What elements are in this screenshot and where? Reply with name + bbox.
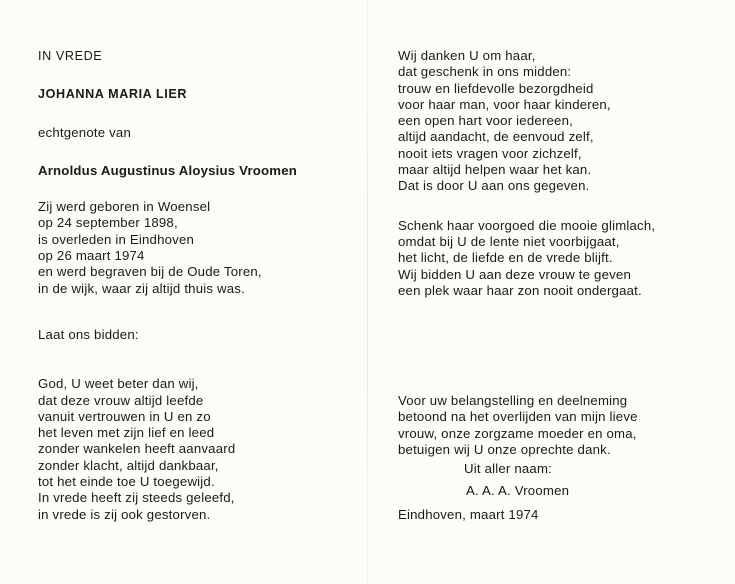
thanks-line: betoond na het overlijden van mijn lieve bbox=[398, 409, 638, 425]
poem-line: Schenk haar voorgoed die mooie glimlach, bbox=[398, 217, 656, 233]
poem-line: omdat bij U de lente niet voorbijgaat, bbox=[398, 233, 620, 249]
prayer-line: God, U weet beter dan wij, bbox=[38, 376, 199, 392]
poem-line: maar altijd helpen waar het kan. bbox=[398, 162, 592, 178]
poem-line: Wij danken U om haar, bbox=[398, 48, 536, 63]
prayer-line: tot het einde toe U toegewijd. bbox=[38, 474, 215, 490]
bio-block bbox=[38, 199, 368, 297]
place-date: Eindhoven, maart 1974 bbox=[398, 506, 539, 522]
thanks-line: betuigen wij U onze oprechte dank. bbox=[398, 442, 611, 458]
poem-line: altijd aandacht, de eenvoud zelf, bbox=[398, 129, 594, 145]
prayer-line: zonder klacht, altijd dankbaar, bbox=[38, 457, 219, 473]
poem-line: voor haar man, voor haar kinderen, bbox=[398, 96, 611, 112]
prayer-line: dat deze vrouw altijd leefde bbox=[38, 392, 204, 408]
right-page bbox=[398, 48, 728, 523]
prayer-line: In vrede heeft zij steeds geleefd, bbox=[38, 490, 235, 506]
poem-line: een open hart voor iedereen, bbox=[398, 113, 573, 129]
spouse-name: Arnoldus Augustinus Aloysius Vroomen bbox=[38, 162, 298, 178]
thanks-line: Voor uw belangstelling en deelneming bbox=[398, 393, 628, 409]
relation-text: echtgenote van bbox=[38, 124, 131, 140]
bio-line: Zij werd geboren in Woensel bbox=[38, 199, 211, 215]
poem-stanza-1 bbox=[398, 48, 728, 195]
poem-line: een plek waar haar zon nooit ondergaat. bbox=[398, 282, 642, 298]
bio-line: in de wijk, waar zij altijd thuis was. bbox=[38, 280, 245, 296]
prayer-line: zonder wankelen heeft aanvaard bbox=[38, 441, 236, 457]
poem-line: Dat is door U aan ons gegeven. bbox=[398, 178, 590, 194]
poem-line: dat geschenk in ons midden: bbox=[398, 64, 572, 80]
thanks-line: vrouw, onze zorgzame moeder en oma, bbox=[398, 425, 637, 441]
thanks-block bbox=[398, 393, 728, 458]
prayer-intro: Laat ons bidden: bbox=[38, 326, 139, 342]
prayer-block bbox=[38, 376, 368, 523]
signoff-label: Uit aller naam: bbox=[464, 461, 553, 477]
poem-line: trouw en liefdevolle bezorgdheid bbox=[398, 80, 594, 96]
bio-line: op 26 maart 1974 bbox=[38, 248, 145, 264]
left-page bbox=[38, 48, 368, 523]
signoff-name: A. A. A. Vroomen bbox=[466, 482, 570, 498]
prayer-line: in vrede is zij ook gestorven. bbox=[38, 506, 211, 522]
prayer-line: vanuit vertrouwen in U en zo bbox=[38, 408, 211, 424]
bio-line: op 24 september 1898, bbox=[38, 215, 178, 231]
deceased-name: JOHANNA MARIA LIER bbox=[38, 87, 188, 102]
poem-stanza-2 bbox=[398, 218, 728, 299]
heading: IN VREDE bbox=[38, 49, 103, 63]
poem-line: het licht, de liefde en de vrede blijft. bbox=[398, 250, 613, 266]
poem-line: nooit iets vragen voor zichzelf, bbox=[398, 145, 582, 161]
prayer-line: het leven met zijn lief en leed bbox=[38, 425, 215, 441]
bio-line: en werd begraven bij de Oude Toren, bbox=[38, 264, 262, 280]
poem-line: Wij bidden U aan deze vrouw te geven bbox=[398, 266, 631, 282]
bio-line: is overleden in Eindhoven bbox=[38, 231, 195, 247]
